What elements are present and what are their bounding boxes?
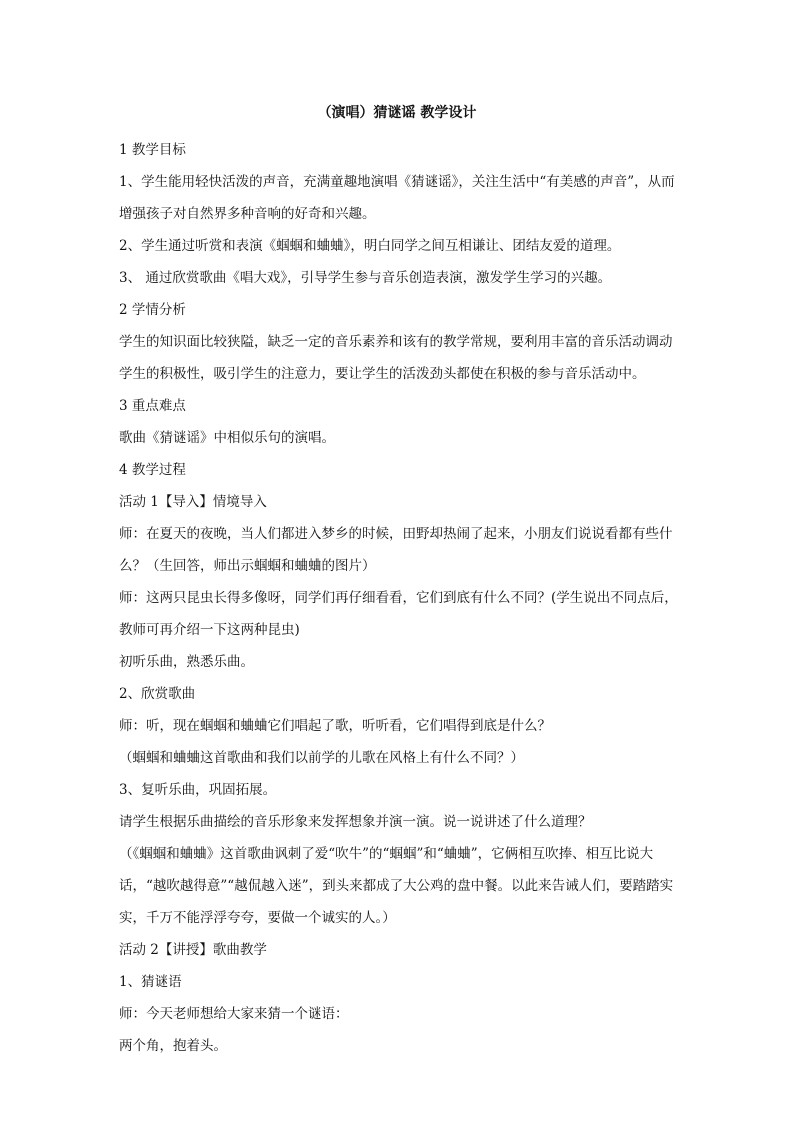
section-heading-key-points: 3 重点难点 — [119, 398, 186, 414]
riddle-heading: 1、猜谜语 — [119, 974, 182, 990]
document-body — [119, 134, 679, 1062]
teacher-riddle-intro: 师：今天老师想给大家来猜一个谜语： — [119, 1006, 349, 1022]
first-listen-text: 初听乐曲，熟悉乐曲。 — [119, 654, 254, 670]
section-heading-analysis: 2 学情分析 — [119, 302, 186, 318]
style-question: （蝈蝈和蛐蛐这首歌曲和我们以前学的儿歌在风格上有什么不同？） — [119, 750, 524, 766]
objective-3: 3、 通过欣赏歌曲《唱大戏》，引导学生参与音乐创造表演，激发学生学习的兴趣。 — [119, 270, 612, 286]
activity-2-heading: 活动 2【讲授】歌曲教学 — [119, 942, 267, 958]
imagine-prompt: 请学生根据乐曲描绘的音乐形象来发挥想象并演一演。说一说讲述了什么道理？ — [119, 814, 592, 830]
relisten-heading: 3、复听乐曲，巩固拓展。 — [119, 782, 277, 798]
appreciate-song-heading: 2、欣赏歌曲 — [119, 686, 196, 702]
moral-explanation: （《蝈蝈和蛐蛐》这首歌曲讽刺了爱“吹牛”的“蝈蝈”和“蛐蛐”，它俩相互吹捧、相互比说大话，“越吹越得意”“越侃越入迷”，到头来都成了大公鸡的盘中餐。以此来告诫人们，要踏踏实实，千万不能浮浮夸夸，要做一个诚实的人。） — [119, 846, 674, 926]
objective-1: 1、学生能用轻快活泼的声音，充满童趣地演唱《猜谜谣》，关注生活中“有美感的声音”，从而增强孩子对自然界多种音响的好奇和兴趣。 — [119, 174, 675, 222]
riddle-line: 两个角，抱着头。 — [119, 1038, 227, 1054]
objective-2: 2、学生通过听赏和表演《蝈蝈和蛐蛐》，明白同学之间互相谦让、团结友爱的道理。 — [119, 238, 621, 254]
document-title: （演唱）猜谜谣 教学设计 — [317, 105, 477, 121]
teacher-line-2: 师：这两只昆虫长得多像呀，同学们再仔细看看，它们到底有什么不同？(学生说出不同点后，教师可再介绍一下这两种昆虫) — [119, 590, 678, 638]
section-heading-process: 4 教学过程 — [119, 462, 186, 478]
key-points-text: 歌曲《猜谜谣》中相似乐句的演唱。 — [119, 430, 335, 446]
analysis-text: 学生的知识面比较狭隘，缺乏一定的音乐素养和该有的教学常规，要利用丰富的音乐活动调动学生的积极性，吸引学生的注意力，要让学生的活泼劲头都使在积极的参与音乐活动中。 — [119, 334, 673, 382]
activity-1-heading: 活动 1【导入】情境导入 — [119, 494, 267, 510]
section-heading-objectives: 1 教学目标 — [119, 142, 186, 158]
teacher-line-1: 师：在夏天的夜晚，当人们都进入梦乡的时候，田野却热闹了起来，小朋友们说说看都有些什么？（生回答，师出示蝈蝈和蛐蛐的图片） — [119, 526, 673, 574]
teacher-line-3: 师：听，现在蝈蝈和蛐蛐它们唱起了歌，听听看，它们唱得到底是什么？ — [119, 718, 551, 734]
